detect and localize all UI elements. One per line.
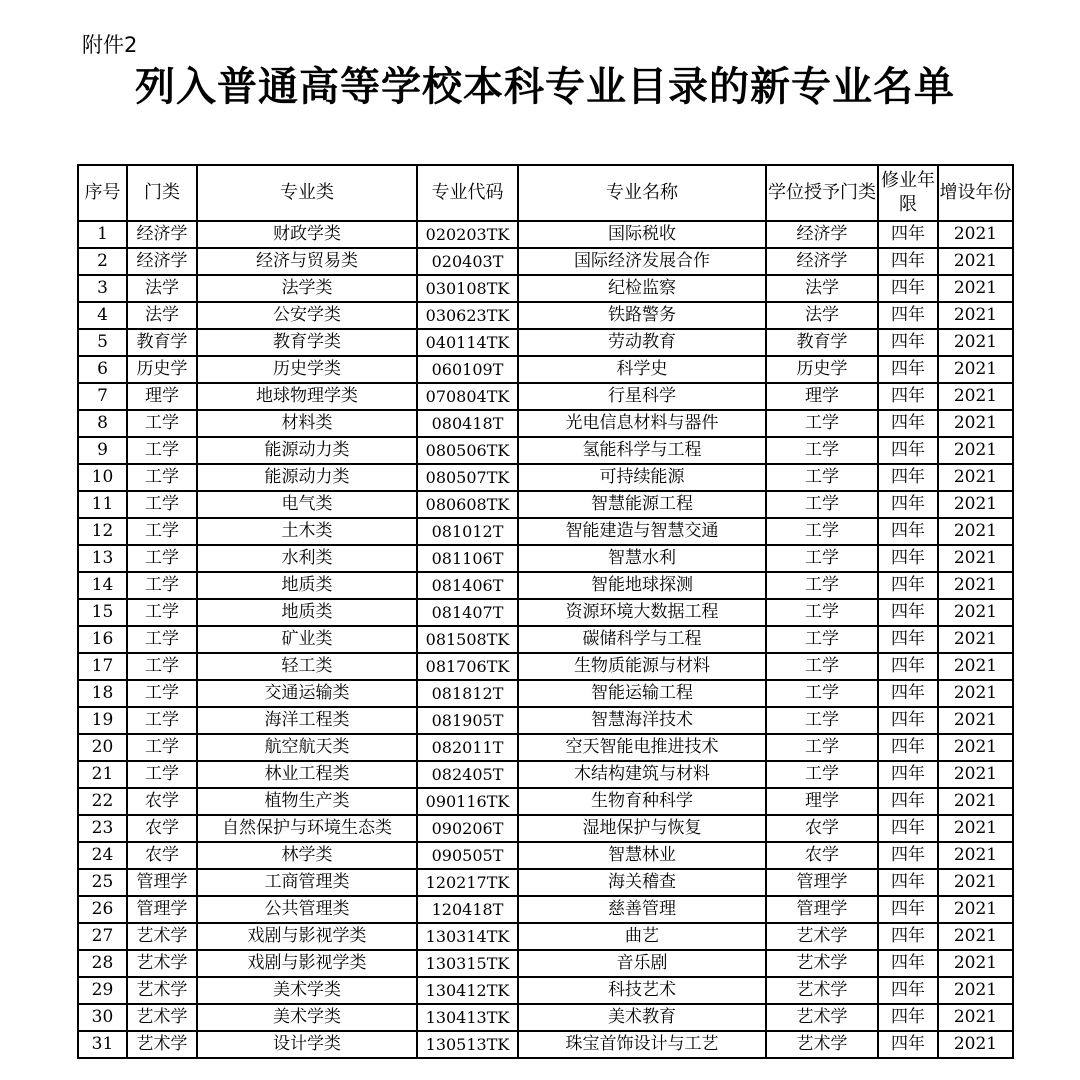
cell-major-category: 工商管理类 [197, 869, 417, 896]
cell-degree-discipline: 工学 [766, 437, 878, 464]
cell-degree-discipline: 工学 [766, 410, 878, 437]
cell-major-code: 090116TK [417, 788, 518, 815]
cell-index: 6 [78, 356, 127, 383]
cell-major-category: 林业工程类 [197, 761, 417, 788]
cell-discipline: 工学 [127, 437, 197, 464]
cell-duration: 四年 [878, 734, 938, 761]
table-row [78, 977, 1013, 1004]
cell-index: 23 [78, 815, 127, 842]
cell-index: 30 [78, 1004, 127, 1031]
cell-major-code: 060109T [417, 356, 518, 383]
cell-duration: 四年 [878, 896, 938, 923]
table-row [78, 680, 1013, 707]
cell-duration: 四年 [878, 977, 938, 1004]
cell-discipline: 工学 [127, 545, 197, 572]
cell-index: 11 [78, 491, 127, 518]
table-row [78, 329, 1013, 356]
cell-duration: 四年 [878, 761, 938, 788]
new-majors-table [77, 164, 1014, 1059]
cell-index: 20 [78, 734, 127, 761]
cell-major-name: 资源环境大数据工程 [518, 599, 766, 626]
cell-year-added: 2021 [938, 923, 1013, 950]
cell-degree-discipline: 艺术学 [766, 1004, 878, 1031]
cell-year-added: 2021 [938, 329, 1013, 356]
cell-major-name: 智慧能源工程 [518, 491, 766, 518]
cell-year-added: 2021 [938, 383, 1013, 410]
header-duration: 修业年限 [878, 165, 938, 221]
cell-degree-discipline: 农学 [766, 842, 878, 869]
cell-major-name: 智能地球探测 [518, 572, 766, 599]
cell-discipline: 工学 [127, 734, 197, 761]
cell-year-added: 2021 [938, 221, 1013, 248]
cell-major-name: 智慧海洋技术 [518, 707, 766, 734]
cell-major-code: 080608TK [417, 491, 518, 518]
table-row [78, 275, 1013, 302]
cell-major-name: 智能建造与智慧交通 [518, 518, 766, 545]
cell-major-name: 铁路警务 [518, 302, 766, 329]
table-row [78, 815, 1013, 842]
cell-year-added: 2021 [938, 545, 1013, 572]
cell-major-name: 生物育种科学 [518, 788, 766, 815]
cell-major-code: 120217TK [417, 869, 518, 896]
cell-degree-discipline: 艺术学 [766, 1031, 878, 1058]
cell-major-category: 能源动力类 [197, 437, 417, 464]
table-row [78, 896, 1013, 923]
cell-major-category: 电气类 [197, 491, 417, 518]
table-row [78, 734, 1013, 761]
cell-degree-discipline: 历史学 [766, 356, 878, 383]
cell-major-category: 美术学类 [197, 1004, 417, 1031]
cell-year-added: 2021 [938, 491, 1013, 518]
cell-major-name: 空天智能电推进技术 [518, 734, 766, 761]
cell-duration: 四年 [878, 383, 938, 410]
cell-major-code: 081106T [417, 545, 518, 572]
cell-discipline: 工学 [127, 464, 197, 491]
cell-major-code: 080506TK [417, 437, 518, 464]
cell-major-code: 020203TK [417, 221, 518, 248]
cell-index: 21 [78, 761, 127, 788]
cell-duration: 四年 [878, 815, 938, 842]
table-row [78, 221, 1013, 248]
cell-duration: 四年 [878, 410, 938, 437]
cell-major-name: 美术教育 [518, 1004, 766, 1031]
cell-discipline: 工学 [127, 518, 197, 545]
table-row [78, 599, 1013, 626]
cell-major-name: 智慧林业 [518, 842, 766, 869]
cell-year-added: 2021 [938, 734, 1013, 761]
cell-index: 2 [78, 248, 127, 275]
cell-discipline: 教育学 [127, 329, 197, 356]
cell-degree-discipline: 工学 [766, 464, 878, 491]
cell-duration: 四年 [878, 356, 938, 383]
cell-index: 1 [78, 221, 127, 248]
cell-discipline: 管理学 [127, 869, 197, 896]
cell-discipline: 工学 [127, 626, 197, 653]
cell-major-category: 财政学类 [197, 221, 417, 248]
cell-major-code: 081812T [417, 680, 518, 707]
cell-index: 12 [78, 518, 127, 545]
cell-degree-discipline: 艺术学 [766, 977, 878, 1004]
cell-degree-discipline: 工学 [766, 626, 878, 653]
cell-degree-discipline: 工学 [766, 653, 878, 680]
cell-discipline: 艺术学 [127, 923, 197, 950]
cell-year-added: 2021 [938, 653, 1013, 680]
cell-year-added: 2021 [938, 437, 1013, 464]
cell-major-name: 国际经济发展合作 [518, 248, 766, 275]
cell-discipline: 法学 [127, 302, 197, 329]
cell-duration: 四年 [878, 707, 938, 734]
cell-major-name: 曲艺 [518, 923, 766, 950]
cell-major-name: 湿地保护与恢复 [518, 815, 766, 842]
cell-index: 19 [78, 707, 127, 734]
cell-major-code: 130513TK [417, 1031, 518, 1058]
document-title: 列入普通高等学校本科专业目录的新专业名单 [135, 63, 955, 110]
cell-duration: 四年 [878, 437, 938, 464]
cell-duration: 四年 [878, 1004, 938, 1031]
cell-major-code: 130413TK [417, 1004, 518, 1031]
cell-degree-discipline: 工学 [766, 707, 878, 734]
cell-major-name: 行星科学 [518, 383, 766, 410]
cell-major-name: 纪检监察 [518, 275, 766, 302]
cell-year-added: 2021 [938, 1031, 1013, 1058]
table-body [78, 221, 1013, 1058]
cell-major-category: 水利类 [197, 545, 417, 572]
table-row [78, 518, 1013, 545]
table-row [78, 761, 1013, 788]
cell-major-name: 生物质能源与材料 [518, 653, 766, 680]
cell-index: 25 [78, 869, 127, 896]
table-row [78, 869, 1013, 896]
table-row [78, 653, 1013, 680]
cell-major-category: 戏剧与影视学类 [197, 923, 417, 950]
cell-major-name: 劳动教育 [518, 329, 766, 356]
cell-major-category: 设计学类 [197, 1031, 417, 1058]
table-row [78, 626, 1013, 653]
cell-duration: 四年 [878, 680, 938, 707]
cell-degree-discipline: 工学 [766, 545, 878, 572]
cell-major-category: 地质类 [197, 572, 417, 599]
header-discipline: 门类 [127, 165, 197, 221]
cell-major-category: 地球物理学类 [197, 383, 417, 410]
attachment-label: 附件2 [82, 33, 138, 57]
cell-major-code: 082011T [417, 734, 518, 761]
cell-major-code: 040114TK [417, 329, 518, 356]
cell-index: 7 [78, 383, 127, 410]
cell-discipline: 管理学 [127, 896, 197, 923]
cell-discipline: 工学 [127, 761, 197, 788]
cell-discipline: 工学 [127, 707, 197, 734]
table-row [78, 1031, 1013, 1058]
cell-major-category: 林学类 [197, 842, 417, 869]
cell-discipline: 艺术学 [127, 1031, 197, 1058]
cell-duration: 四年 [878, 869, 938, 896]
cell-duration: 四年 [878, 788, 938, 815]
cell-major-name: 音乐剧 [518, 950, 766, 977]
cell-major-name: 木结构建筑与材料 [518, 761, 766, 788]
cell-major-category: 土木类 [197, 518, 417, 545]
cell-degree-discipline: 经济学 [766, 221, 878, 248]
cell-major-code: 081012T [417, 518, 518, 545]
cell-duration: 四年 [878, 302, 938, 329]
cell-major-code: 120418T [417, 896, 518, 923]
cell-year-added: 2021 [938, 950, 1013, 977]
cell-index: 29 [78, 977, 127, 1004]
cell-major-category: 历史学类 [197, 356, 417, 383]
cell-degree-discipline: 法学 [766, 302, 878, 329]
cell-major-category: 戏剧与影视学类 [197, 950, 417, 977]
cell-duration: 四年 [878, 464, 938, 491]
cell-index: 8 [78, 410, 127, 437]
cell-major-code: 080507TK [417, 464, 518, 491]
cell-duration: 四年 [878, 1031, 938, 1058]
table-header [78, 165, 1013, 221]
cell-major-code: 081407T [417, 599, 518, 626]
cell-major-category: 矿业类 [197, 626, 417, 653]
cell-duration: 四年 [878, 518, 938, 545]
cell-major-code: 080418T [417, 410, 518, 437]
cell-index: 31 [78, 1031, 127, 1058]
cell-major-category: 轻工类 [197, 653, 417, 680]
cell-degree-discipline: 艺术学 [766, 923, 878, 950]
cell-duration: 四年 [878, 599, 938, 626]
cell-major-code: 081706TK [417, 653, 518, 680]
cell-major-name: 科学史 [518, 356, 766, 383]
cell-year-added: 2021 [938, 815, 1013, 842]
cell-duration: 四年 [878, 545, 938, 572]
cell-discipline: 农学 [127, 842, 197, 869]
cell-degree-discipline: 理学 [766, 383, 878, 410]
cell-degree-discipline: 管理学 [766, 869, 878, 896]
table-row [78, 572, 1013, 599]
cell-major-category: 自然保护与环境生态类 [197, 815, 417, 842]
cell-major-name: 光电信息材料与器件 [518, 410, 766, 437]
cell-major-category: 公安学类 [197, 302, 417, 329]
header-major-category: 专业类 [197, 165, 417, 221]
cell-duration: 四年 [878, 329, 938, 356]
cell-degree-discipline: 工学 [766, 734, 878, 761]
cell-discipline: 艺术学 [127, 950, 197, 977]
cell-index: 27 [78, 923, 127, 950]
cell-major-code: 090505T [417, 842, 518, 869]
cell-index: 5 [78, 329, 127, 356]
cell-index: 16 [78, 626, 127, 653]
cell-discipline: 工学 [127, 653, 197, 680]
cell-year-added: 2021 [938, 842, 1013, 869]
cell-major-code: 030108TK [417, 275, 518, 302]
table-row [78, 707, 1013, 734]
header-year-added: 增设年份 [938, 165, 1013, 221]
cell-major-code: 020403T [417, 248, 518, 275]
cell-index: 26 [78, 896, 127, 923]
cell-duration: 四年 [878, 572, 938, 599]
cell-major-name: 国际税收 [518, 221, 766, 248]
table-row [78, 464, 1013, 491]
cell-discipline: 理学 [127, 383, 197, 410]
cell-year-added: 2021 [938, 464, 1013, 491]
table-row [78, 950, 1013, 977]
cell-year-added: 2021 [938, 275, 1013, 302]
cell-discipline: 工学 [127, 680, 197, 707]
cell-major-category: 法学类 [197, 275, 417, 302]
table-row [78, 383, 1013, 410]
cell-duration: 四年 [878, 950, 938, 977]
cell-degree-discipline: 农学 [766, 815, 878, 842]
cell-discipline: 工学 [127, 491, 197, 518]
cell-degree-discipline: 工学 [766, 572, 878, 599]
cell-duration: 四年 [878, 842, 938, 869]
cell-index: 10 [78, 464, 127, 491]
table-row [78, 437, 1013, 464]
cell-major-code: 070804TK [417, 383, 518, 410]
cell-major-code: 130412TK [417, 977, 518, 1004]
cell-duration: 四年 [878, 248, 938, 275]
cell-index: 17 [78, 653, 127, 680]
cell-year-added: 2021 [938, 518, 1013, 545]
cell-year-added: 2021 [938, 248, 1013, 275]
cell-degree-discipline: 理学 [766, 788, 878, 815]
header-major-name: 专业名称 [518, 165, 766, 221]
cell-major-name: 珠宝首饰设计与工艺 [518, 1031, 766, 1058]
cell-discipline: 经济学 [127, 221, 197, 248]
cell-major-code: 081508TK [417, 626, 518, 653]
table-row [78, 545, 1013, 572]
cell-duration: 四年 [878, 653, 938, 680]
table-row [78, 302, 1013, 329]
cell-discipline: 农学 [127, 788, 197, 815]
cell-year-added: 2021 [938, 1004, 1013, 1031]
cell-major-category: 地质类 [197, 599, 417, 626]
cell-index: 13 [78, 545, 127, 572]
cell-index: 22 [78, 788, 127, 815]
cell-index: 14 [78, 572, 127, 599]
cell-year-added: 2021 [938, 788, 1013, 815]
table-row [78, 356, 1013, 383]
cell-major-category: 公共管理类 [197, 896, 417, 923]
header-index: 序号 [78, 165, 127, 221]
cell-major-category: 教育学类 [197, 329, 417, 356]
cell-discipline: 艺术学 [127, 1004, 197, 1031]
cell-duration: 四年 [878, 221, 938, 248]
table-row [78, 248, 1013, 275]
cell-degree-discipline: 工学 [766, 599, 878, 626]
table-row [78, 842, 1013, 869]
table-row [78, 491, 1013, 518]
cell-degree-discipline: 艺术学 [766, 950, 878, 977]
cell-major-category: 交通运输类 [197, 680, 417, 707]
table-row [78, 410, 1013, 437]
cell-major-name: 科技艺术 [518, 977, 766, 1004]
cell-year-added: 2021 [938, 761, 1013, 788]
cell-year-added: 2021 [938, 707, 1013, 734]
cell-index: 28 [78, 950, 127, 977]
cell-major-category: 材料类 [197, 410, 417, 437]
cell-major-name: 可持续能源 [518, 464, 766, 491]
cell-discipline: 工学 [127, 572, 197, 599]
cell-discipline: 法学 [127, 275, 197, 302]
cell-discipline: 农学 [127, 815, 197, 842]
cell-duration: 四年 [878, 275, 938, 302]
cell-major-code: 082405T [417, 761, 518, 788]
cell-major-category: 经济与贸易类 [197, 248, 417, 275]
cell-major-category: 航空航天类 [197, 734, 417, 761]
table-row [78, 923, 1013, 950]
cell-major-name: 碳储科学与工程 [518, 626, 766, 653]
cell-index: 15 [78, 599, 127, 626]
cell-major-code: 030623TK [417, 302, 518, 329]
cell-degree-discipline: 管理学 [766, 896, 878, 923]
cell-degree-discipline: 经济学 [766, 248, 878, 275]
cell-degree-discipline: 工学 [766, 680, 878, 707]
cell-index: 9 [78, 437, 127, 464]
table-row [78, 788, 1013, 815]
cell-year-added: 2021 [938, 599, 1013, 626]
cell-index: 4 [78, 302, 127, 329]
cell-index: 18 [78, 680, 127, 707]
cell-major-code: 081406T [417, 572, 518, 599]
header-degree-discipline: 学位授予门类 [766, 165, 878, 221]
cell-major-code: 130315TK [417, 950, 518, 977]
cell-year-added: 2021 [938, 410, 1013, 437]
cell-year-added: 2021 [938, 680, 1013, 707]
cell-discipline: 艺术学 [127, 977, 197, 1004]
cell-degree-discipline: 法学 [766, 275, 878, 302]
cell-degree-discipline: 工学 [766, 491, 878, 518]
cell-duration: 四年 [878, 626, 938, 653]
cell-major-name: 智能运输工程 [518, 680, 766, 707]
cell-major-code: 090206T [417, 815, 518, 842]
cell-major-category: 能源动力类 [197, 464, 417, 491]
cell-year-added: 2021 [938, 869, 1013, 896]
cell-degree-discipline: 工学 [766, 518, 878, 545]
cell-discipline: 工学 [127, 410, 197, 437]
cell-discipline: 历史学 [127, 356, 197, 383]
cell-year-added: 2021 [938, 896, 1013, 923]
header-row [78, 165, 1013, 221]
cell-major-name: 海关稽查 [518, 869, 766, 896]
cell-major-code: 130314TK [417, 923, 518, 950]
cell-major-name: 氢能科学与工程 [518, 437, 766, 464]
cell-major-name: 智慧水利 [518, 545, 766, 572]
cell-major-category: 美术学类 [197, 977, 417, 1004]
cell-duration: 四年 [878, 923, 938, 950]
cell-year-added: 2021 [938, 626, 1013, 653]
cell-discipline: 工学 [127, 599, 197, 626]
table-row [78, 1004, 1013, 1031]
cell-major-category: 海洋工程类 [197, 707, 417, 734]
cell-year-added: 2021 [938, 302, 1013, 329]
cell-major-name: 慈善管理 [518, 896, 766, 923]
cell-year-added: 2021 [938, 977, 1013, 1004]
cell-index: 3 [78, 275, 127, 302]
cell-year-added: 2021 [938, 572, 1013, 599]
cell-degree-discipline: 工学 [766, 761, 878, 788]
cell-index: 24 [78, 842, 127, 869]
cell-discipline: 经济学 [127, 248, 197, 275]
cell-duration: 四年 [878, 491, 938, 518]
cell-degree-discipline: 教育学 [766, 329, 878, 356]
cell-major-category: 植物生产类 [197, 788, 417, 815]
cell-year-added: 2021 [938, 356, 1013, 383]
cell-major-code: 081905T [417, 707, 518, 734]
header-major-code: 专业代码 [417, 165, 518, 221]
